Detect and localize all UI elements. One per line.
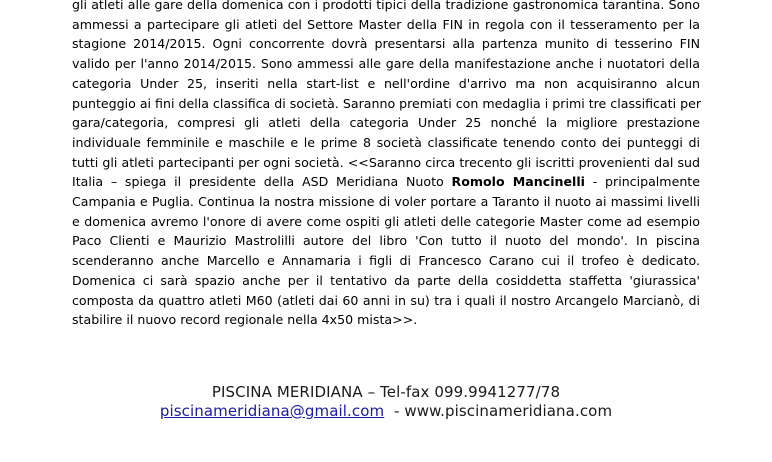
paragraph-line: e domenica avremo l'onore di avere come ospiti gli atleti delle categorie Master come ad esempio <box>72 213 700 229</box>
paragraph-line: gli atleti alle gare della domenica con i prodotti tipici della tradizione gastronomica tarantina. Sono <box>72 0 700 12</box>
article-paragraph <box>72 0 700 330</box>
paragraph-line <box>72 172 700 192</box>
president-name: Romolo Mancinelli <box>451 174 585 190</box>
paragraph-line: punteggio ai fini della classifica di società. Saranno premiati con medaglia i primi tre classificati per <box>72 95 701 111</box>
paragraph-line: Paco Clienti e Maurizio Mastrolilli autore del libro 'Con tutto il nuoto del mondo'. In piscina <box>72 233 700 249</box>
paragraph-line: Campania e Puglia. Continua la nostra missione di voler portare a Taranto il nuoto ai massimi livelli <box>72 194 700 210</box>
paragraph-line: individuale femminile e maschile e le prime 8 società classificate tenendo conto dei punteggi di <box>72 134 700 150</box>
email-link[interactable]: piscinameridiana@gmail.com <box>159 402 385 420</box>
paragraph-line: stagione 2014/2015. Ogni concorrente dovrà presentarsi alla partenza munito di tesserino FIN <box>72 36 700 52</box>
footer-links <box>0 402 772 420</box>
line-text: Italia – spiega il presidente della ASD Meridiana Nuoto <box>72 174 452 190</box>
line-text: - principalmente <box>584 174 700 190</box>
paragraph-line: categoria Under 25, inseriti nella start-list e nell'ordine d'arrivo ma non acquisiranno alcun <box>72 75 700 91</box>
paragraph-line: Domenica ci sarà spazio anche per il tentativo da parte della cosiddetta staffetta 'giurassica' <box>72 272 700 288</box>
website-text: www.piscinameridiana.com <box>404 402 613 420</box>
paragraph-line: tutti gli atleti partecipanti per ogni società. <<Saranno circa trecento gli iscritti provenienti dal sud <box>72 154 700 170</box>
paragraph-line: ammessi a partecipare gli atleti del Settore Master della FIN in regola con il tesseramento per la <box>72 16 700 32</box>
footer-contact: PISCINA MERIDIANA – Tel-fax 099.9941277/78 <box>211 383 561 401</box>
footer-separator: - <box>384 402 405 420</box>
paragraph-line: composta da quattro atleti M60 (atleti dai 60 anni in su) tra i quali il nostro Arcangelo Marcianò, di <box>72 292 700 308</box>
document-body <box>72 0 700 330</box>
paragraph-line: stabilire il nuovo record regionale nella 4x50 mista>>. <box>72 312 418 328</box>
paragraph-line: gara/categoria, compresi gli atleti della categoria Under 25 nonché la migliore prestazione <box>72 115 700 131</box>
paragraph-line: scenderanno anche Marcello e Annamaria i figli di Francesco Carano cui il trofeo è dedicato. <box>72 253 700 269</box>
paragraph-line: valido per l'anno 2014/2015. Sono ammessi alle gare della manifestazione anche i nuotatori della <box>72 56 700 72</box>
